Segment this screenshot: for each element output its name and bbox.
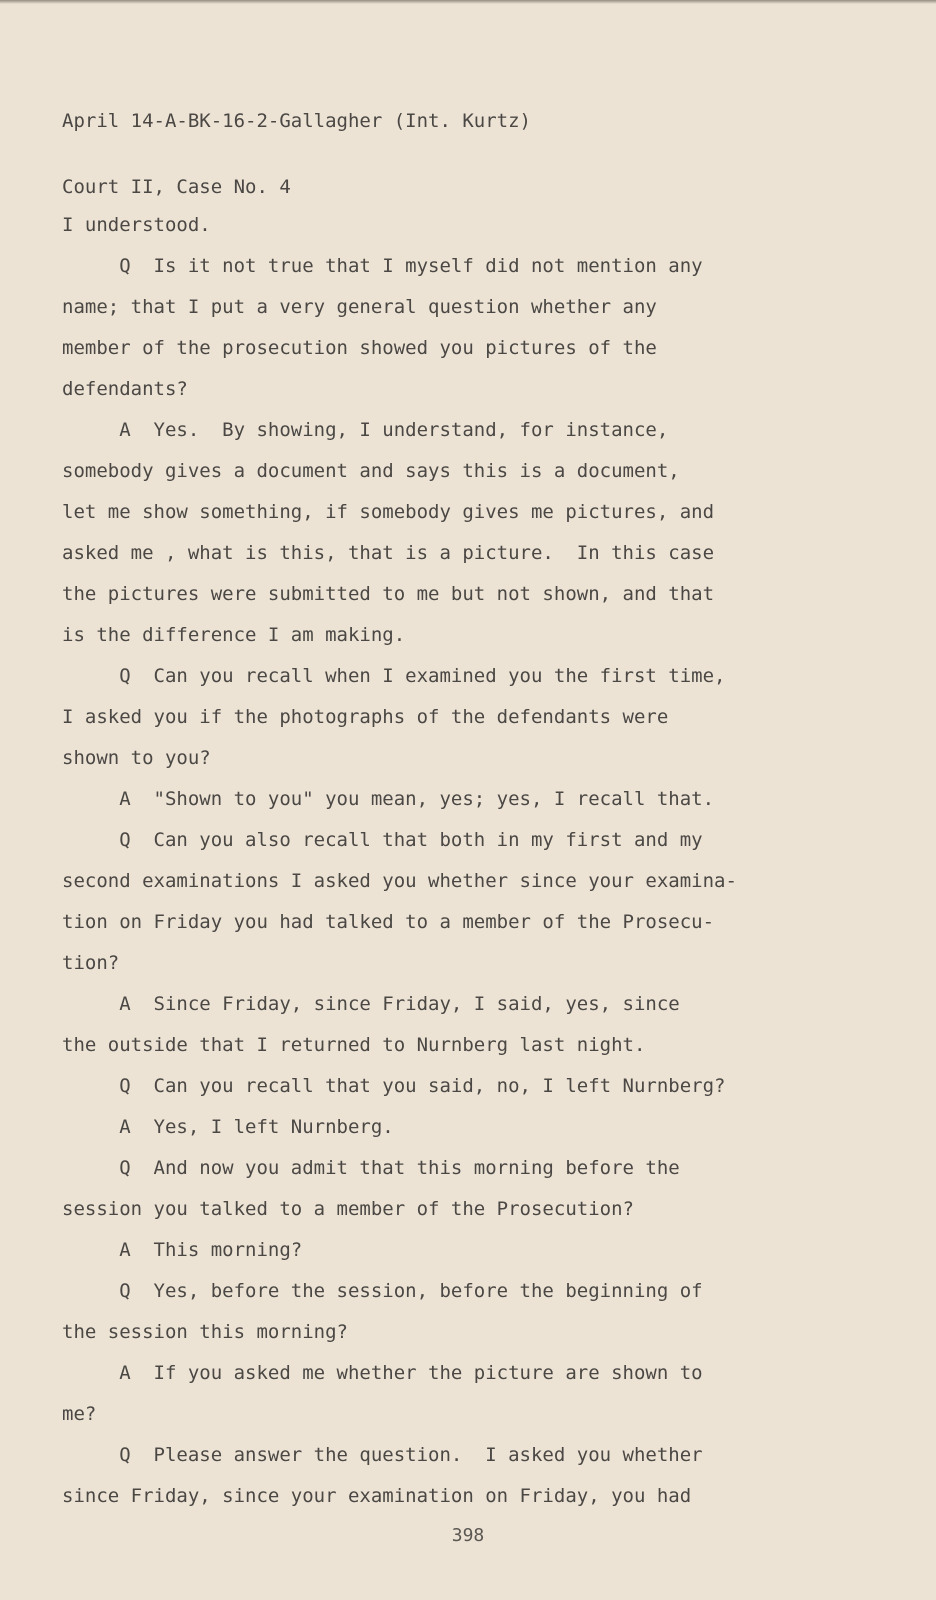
transcript-line: I understood. — [62, 214, 211, 236]
transcript-line: since Friday, since your examination on Friday, you had — [62, 1485, 692, 1507]
transcript-line: me? — [62, 1403, 97, 1425]
transcript-line: the outside that I returned to Nurnberg last night. — [62, 1034, 646, 1056]
page-number: 398 — [451, 1525, 485, 1546]
transcript-line: Q Can you also recall that both in my first and my — [62, 829, 703, 851]
transcript-line: A Yes, I left Nurnberg. — [62, 1116, 394, 1138]
transcript-line: tion? — [62, 952, 120, 974]
transcript-line: let me show something, if somebody gives me pictures, and — [62, 501, 715, 523]
transcript-line: Q Can you recall when I examined you the first time, — [62, 665, 726, 687]
transcript-line: the pictures were submitted to me but not shown, and that — [62, 583, 715, 605]
transcript-line: defendants? — [62, 378, 188, 400]
transcript-line: Q Is it not true that I myself did not mention any — [62, 255, 703, 277]
transcript-line: A Yes. By showing, I understand, for instance, — [62, 419, 669, 441]
transcript-line: Q Please answer the question. I asked you whether — [62, 1444, 703, 1466]
transcript-line: shown to you? — [62, 747, 211, 769]
transcript-line: A Since Friday, since Friday, I said, yes, since — [62, 993, 680, 1015]
transcript-line: A This morning? — [62, 1239, 303, 1261]
transcript-line: member of the prosecution showed you pictures of the — [62, 337, 657, 359]
transcript-line: is the difference I am making. — [62, 624, 406, 646]
transcript-line: tion on Friday you had talked to a member of the Prosecu- — [62, 911, 715, 933]
transcript-line: A If you asked me whether the picture are shown to — [62, 1362, 703, 1384]
transcript-line: I asked you if the photographs of the defendants were — [62, 706, 669, 728]
transcript-body — [62, 205, 892, 1517]
transcript-line: name; that I put a very general question whether any — [62, 296, 657, 318]
transcript-line: session you talked to a member of the Prosecution? — [62, 1198, 634, 1220]
transcript-line: A "Shown to you" you mean, yes; yes, I recall that. — [62, 788, 715, 810]
header-line-2: Court II, Case No. 4 — [62, 176, 291, 198]
transcript-line: somebody gives a document and says this is a document, — [62, 460, 680, 482]
transcript-line: Q And now you admit that this morning before the — [62, 1157, 680, 1179]
transcript-line: the session this morning? — [62, 1321, 348, 1343]
transcript-line: Q Can you recall that you said, no, I left Nurnberg? — [62, 1075, 726, 1097]
transcript-line: asked me , what is this, that is a picture. In this case — [62, 542, 715, 564]
transcript-line: second examinations I asked you whether since your examina- — [62, 870, 737, 892]
header-line-1: April 14-A-BK-16-2-Gallagher (Int. Kurtz) — [62, 110, 531, 132]
transcript-line: Q Yes, before the session, before the beginning of — [62, 1280, 703, 1302]
